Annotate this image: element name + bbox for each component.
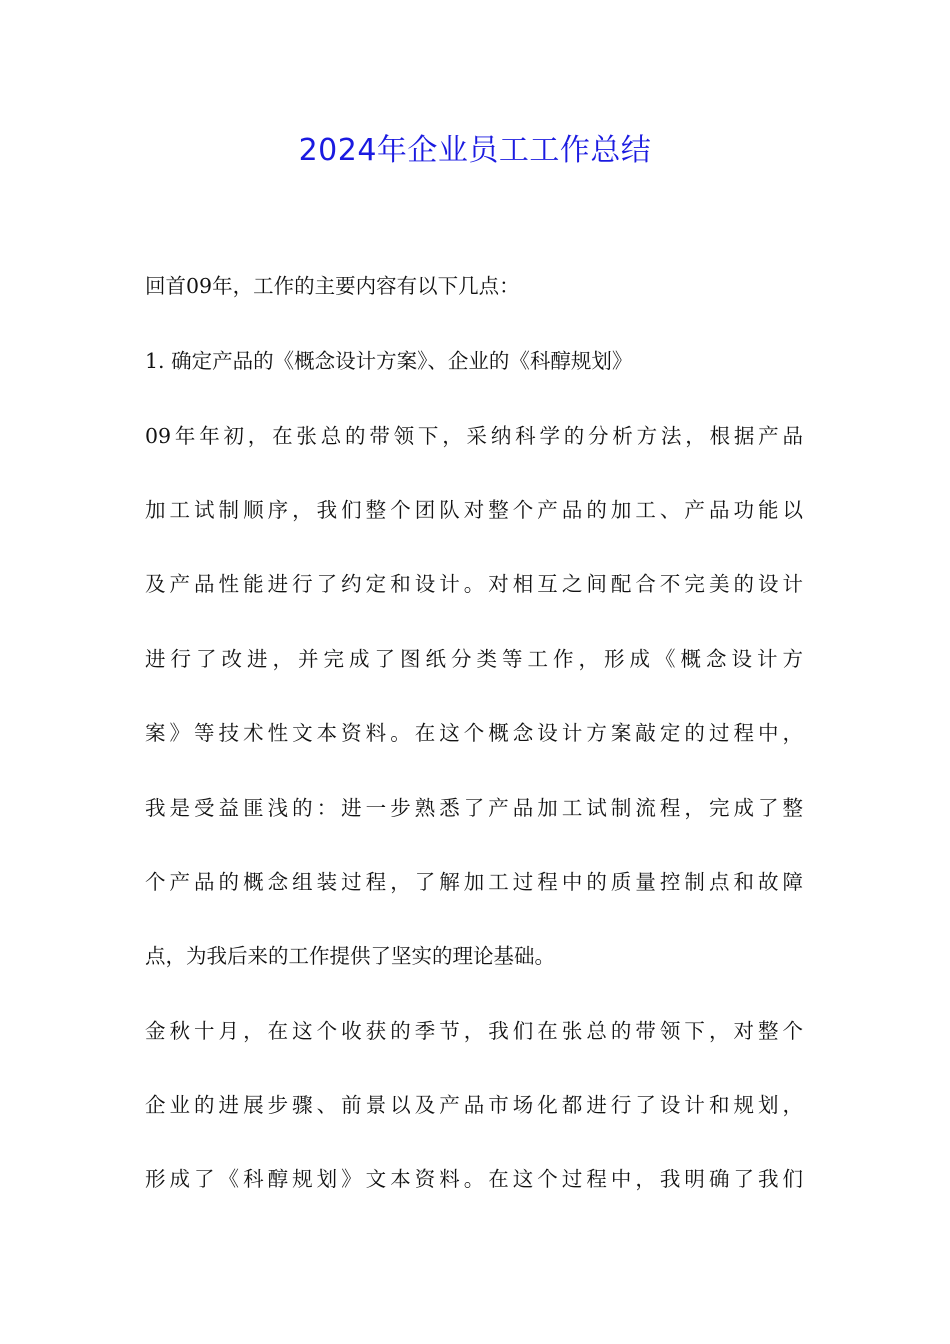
paragraph-line: 加工试制顺序，我们整个团队对整个产品的加工、产品功能以 xyxy=(145,498,803,522)
section-heading: 1. 确定产品的《概念设计方案》、企业的《科醇规划》 xyxy=(145,349,633,373)
paragraph-line: 形成了《科醇规划》文本资料。在这个过程中，我明确了我们 xyxy=(145,1167,803,1191)
paragraph-line: 金秋十月，在这个收获的季节，我们在张总的带领下，对整个 xyxy=(145,1019,803,1043)
paragraph-line: 及产品性能进行了约定和设计。对相互之间配合不完美的设计 xyxy=(145,572,803,596)
paragraph-line: 进行了改进，并完成了图纸分类等工作，形成《概念设计方 xyxy=(145,647,803,671)
paragraph-line: 我是受益匪浅的：进一步熟悉了产品加工试制流程，完成了整 xyxy=(145,796,803,820)
paragraph-line: 个产品的概念组装过程，了解加工过程中的质量控制点和故障 xyxy=(145,870,803,894)
paragraph-line: 回首09年，工作的主要内容有以下几点： xyxy=(145,274,520,298)
paragraph-line: 点，为我后来的工作提供了坚实的理论基础。 xyxy=(145,944,555,968)
paragraph-line: 09年年初，在张总的带领下，采纳科学的分析方法，根据产品 xyxy=(145,424,803,448)
paragraph-line: 企业的进展步骤、前景以及产品市场化都进行了设计和规划， xyxy=(145,1093,803,1117)
paragraph-line: 案》等技术性文本资料。在这个概念设计方案敲定的过程中， xyxy=(145,721,803,745)
document-title: 2024年企业员工工作总结 xyxy=(298,133,652,168)
